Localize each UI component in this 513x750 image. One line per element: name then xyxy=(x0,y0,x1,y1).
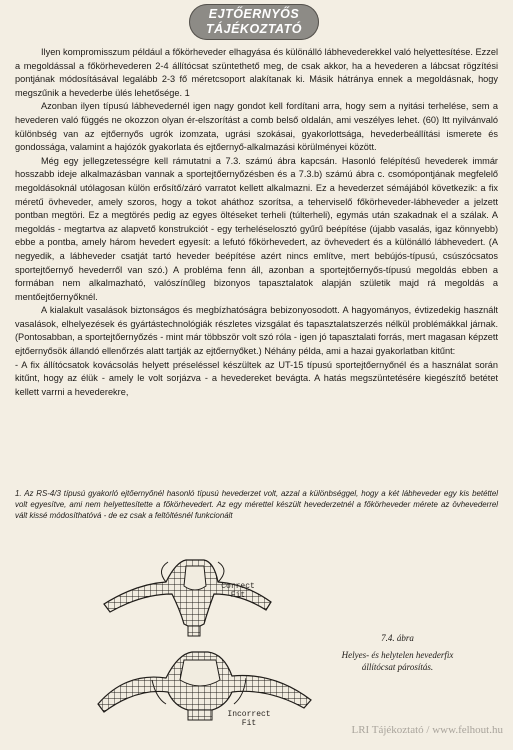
incorrect-fit-label xyxy=(224,710,274,728)
page-footer: LRI Tájékoztató / www.felhout.hu xyxy=(351,724,503,736)
paragraph-2: Azonban ilyen típusú lábhevedernél igen nagy gondot kell fordítani arra, hogy sem a nyitási terhelése, sem a hevederen való függés ne okozzon olyan ér-elszorítást a comb belső oldalán, ami veszélyes lehet. (60) Itt nyilvánvaló különbség van az ejtőernyős ugrók izomzata, ugrási szokásai, gyakorlottsága, hevederbeállítási ismerete és gondossága, valamint a hajózók gyakorlata és ejtőernyő-alkalmazási körülményei között. xyxy=(15,101,498,153)
header-title-line2: TÁJÉKOZTATÓ xyxy=(205,22,302,36)
incorrect-fit-drawing xyxy=(98,652,311,720)
buckle-figure xyxy=(96,554,346,744)
paragraph-3: Még egy jellegzetességre kell rámutatni a 7.3. számú ábra kapcsán. Hasonló felépítésű hevederek immár hosszabb ideje alkalmazásban vannak a sportejtőernyőzésben és a 7.3.b) számú ábra c. csomópontjának megfelelő megoldásoknál utólagosan külön erősítő/záró varratot kellett alkalmazni. Ez a hevederzet sémájából következik: a fix méretű övheveder, amely szoros, hogy a tokot aháthoz szorítsa, a teherviselő főkörheveder-lábheveder a jelzett pontban megtöri. Ez a megtörés pedig az egyes öltéseket terheli (túlterheli), egymás után szakadnak el a szálak. A megoldás - megtartva az alapvető konstrukciót - egy terheléselosztó gyűrű beépítése (újabb vasalás, igaz könnyebb) ebbe a pontba, amely három hevedert egyesít: a lefutó főkörhevedert, az övhevedert és a különálló lábhevedert. (A negyedik, a lábheveder csatját tartó heveder beépítése azért nincs említve, mert bebújós-típusú, csúszócsatos sportejtőernyő hevederről van szó.) A probléma fenn áll, azonban a sportejtőernyős-típusú megoldás ebben a formában nem alkalmazható, valószínűleg bizonyos tapasztalatok alapján születik majd rá megoldás a mentőejtőernyőknél. xyxy=(15,155,498,302)
incorrect-fit-label-line2: Fit xyxy=(241,719,257,728)
paragraph-1: Ilyen kompromisszum például a főkörheveder elhagyása és különálló lábhevederekkel való helyettesítése. Ezzel a megoldással a főkörhevederen 2-4 állítócsat szüntethető meg, de csak akkor, ha a hevederen a lábcsat rögzítési pontjának módosításával legalább 2-3 fő méretcsoport alakítanak ki. Másik hátránya ennek a megoldásnak, hogy megszűnik a hevederbe ülés lehetősége. 1 xyxy=(15,47,498,98)
correct-fit-label xyxy=(218,582,258,600)
figure-caption-text: Helyes- és helytelen hevederfix állítócsat párosítás. xyxy=(341,649,454,672)
figure-number: 7.4. ábra xyxy=(381,633,414,643)
paragraph-5: - A fix állítócsatok kovácsolás helyett préseléssel készültek az UT-15 típusú sportejtőernyőnél és a használat során kitűnt, hogy az élük - amely le volt sorjázva - a hevedereket bevágta. A hatás megszüntetésére kiegészítő betétet kellett varrni a hevederekre, xyxy=(15,359,498,397)
header-badge xyxy=(189,4,319,40)
figure-caption xyxy=(325,632,470,674)
correct-fit-label-line1: Correct xyxy=(221,582,255,591)
header-title-line1: EJTŐERNYŐS xyxy=(208,7,300,21)
incorrect-fit-label-line1: Incorrect xyxy=(227,710,271,719)
footnote: 1. Az RS-4/3 típusú gyakorló ejtőernyőnél hasonló típusú hevederzet volt, azzal a különbséggel, hogy a két lábheveder egy kis betéttel volt egyesítve, ami nem helyettesítette a főkörhevedert. Az egy mérettel készült hevederzetnél a főkörheveder mérete az övhevederrel vált kissé módosíthatóvá - de ez csak a feltöltésnél funkcionált xyxy=(15,489,498,521)
article-body xyxy=(15,46,498,399)
correct-fit-label-line2: Fit xyxy=(230,591,246,600)
paragraph-4: A kialakult vasalások biztonságos és megbízhatóságra bebizonyosodott. A hagyományos, évtizedekig használt vasalások, elhelyezések és gyártástechnológiák részletes vizsgálat és tapasztalatszerzés nélkül problémákkal járnak. (Pontosabban, a sportejtőernyőzés - mint már többször volt szó róla - igen jó tapasztalati forrás, mert magasan képzett ejtőernyősök állandó ellenőrzés alatt tartják az ejtőernyőket.) Néhány példa, ami a hazai gyakorlatban kitűnt: xyxy=(15,305,498,357)
